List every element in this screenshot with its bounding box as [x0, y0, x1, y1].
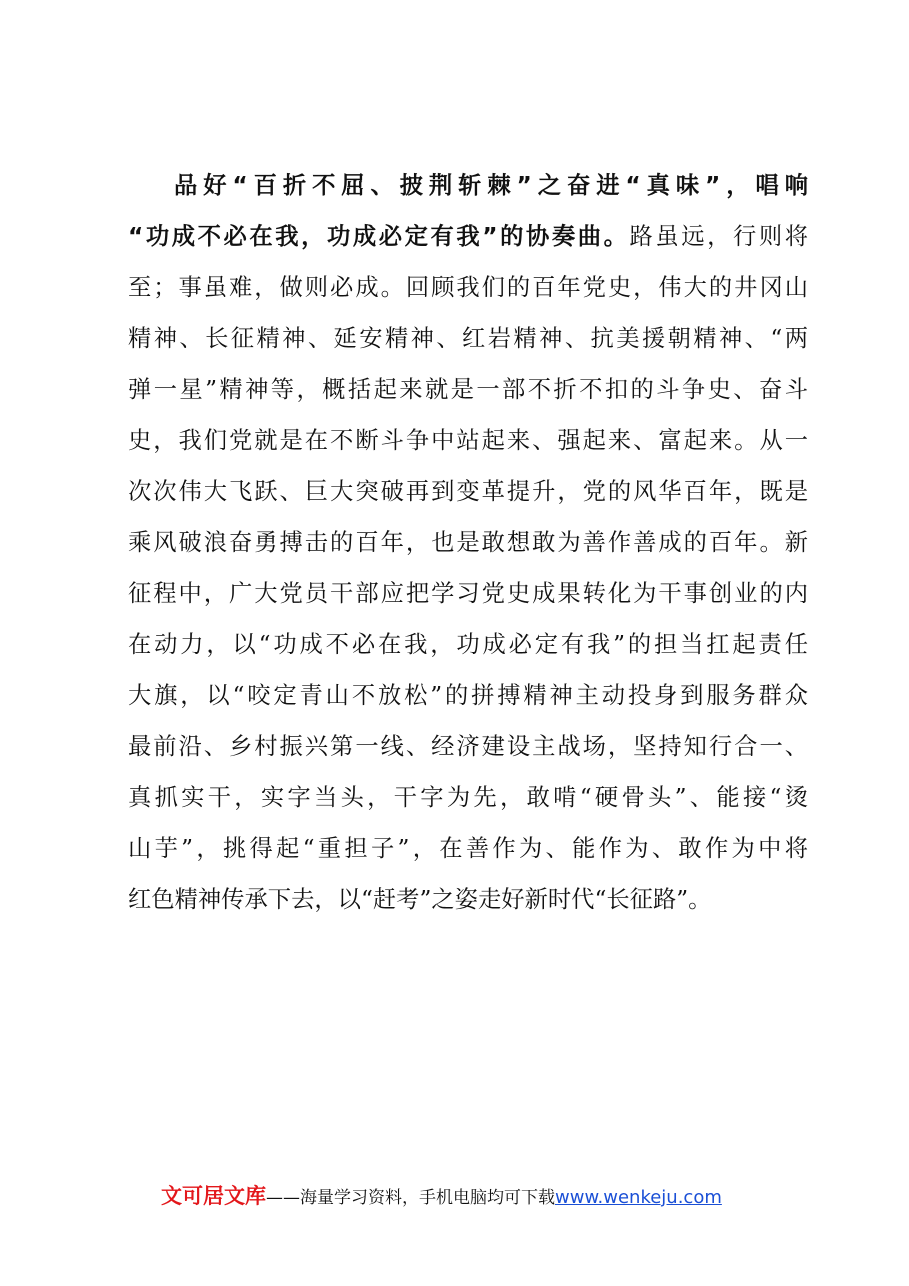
bold-heading-text: “功成不必在我，功成必定有我”的协奏曲。	[128, 223, 630, 250]
paragraph-line	[128, 265, 808, 316]
paragraph-line	[128, 316, 808, 367]
line-text: 路虽远，行则将	[629, 223, 808, 250]
line-text: 红色精神传承下去，以“赶考”之姿走好新时代“长征路”。	[128, 886, 712, 913]
footer-banner	[161, 1181, 801, 1211]
paragraph-line	[128, 163, 808, 214]
website-link[interactable]: www.wenkeju.com	[555, 1187, 722, 1208]
line-text: 弹一星”精神等，概括起来就是一部不折不扣的斗争史、奋斗	[128, 376, 808, 403]
line-text: 次次伟大飞跃、巨大突破再到变革提升，党的风华百年，既是	[128, 478, 808, 505]
line-text: 乘风破浪奋勇搏击的百年，也是敢想敢为善作善成的百年。新	[128, 529, 808, 556]
paragraph-line	[128, 571, 808, 622]
line-text: 大旗，以“咬定青山不放松”的拼搏精神主动投身到服务群众	[128, 682, 808, 709]
paragraph-line	[128, 214, 808, 265]
line-text: 史，我们党就是在不断斗争中站起来、强起来、富起来。从一	[128, 427, 808, 454]
brand-name: 文可居文库	[161, 1184, 266, 1208]
line-text: 最前沿、乡村振兴第一线、经济建设主战场，坚持知行合一、	[128, 733, 808, 760]
paragraph-line	[128, 469, 808, 520]
line-text: 征程中，广大党员干部应把学习党史成果转化为干事创业的内	[128, 580, 808, 607]
paragraph-line	[128, 520, 808, 571]
paragraph-line	[128, 724, 808, 775]
line-text: 真抓实干，实字当头，干字为先，敢啃“硬骨头”、能接“烫	[128, 784, 808, 811]
footer-tagline: ——海量学习资料，手机电脑均可下载	[266, 1188, 555, 1208]
line-text: 至；事虽难，做则必成。回顾我们的百年党史，伟大的井冈山	[128, 274, 808, 301]
paragraph-line	[128, 622, 808, 673]
paragraph-line	[128, 367, 808, 418]
paragraph-line	[128, 877, 808, 928]
line-text: 精神、长征精神、延安精神、红岩精神、抗美援朝精神、“两	[128, 325, 808, 352]
line-text: 山芋”，挑得起“重担子”，在善作为、能作为、敢作为中将	[128, 835, 808, 862]
paragraph-line	[128, 775, 808, 826]
paragraph-line	[128, 826, 808, 877]
line-text: 在动力，以“功成不必在我，功成必定有我”的担当扛起责任	[128, 631, 808, 658]
paragraph-line	[128, 418, 808, 469]
bold-heading-text: 品好“百折不屈、披荆斩棘”之奋进“真味”，唱响	[174, 172, 808, 199]
paragraph-line	[128, 673, 808, 724]
body-paragraph	[128, 163, 808, 928]
